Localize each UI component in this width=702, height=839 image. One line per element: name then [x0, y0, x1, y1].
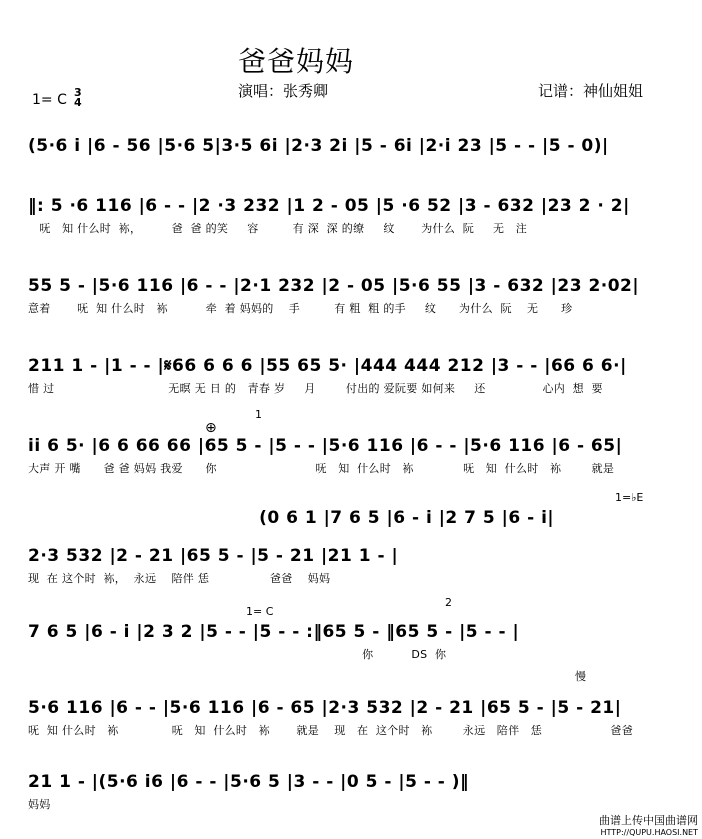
notes-line: (5·6 i |6 - 56 |5·6 5|3·5 6i |2·3 2i |5 - 6i |2·i 23 |5 - - |5 - 0)| [28, 136, 609, 156]
lyrics-line: 呒 知 什么时 袮， 爸 爸 的笑 容 有 深 深 的缭 纹 为什么 阮 无 注 [28, 222, 527, 235]
lyrics-line: 大声 开 嘴 爸 爸 妈妈 我爱 你 呒 知 什么时 袮 呒 知 什么时 袮 就是 [28, 462, 615, 475]
lyrics-line: 你 DS 你 [28, 648, 447, 661]
score-row [0, 136, 702, 196]
notes-line: 5·6 116 |6 - - |5·6 116 |6 - 65 |2·3 532 |2 - 21 |65 5 - |5 - 21| [28, 698, 622, 718]
watermark-url: HTTP://QUPU.HAOSI.NET [600, 828, 698, 837]
key-change-c: 1= C [246, 605, 274, 618]
notes-line: ii 6 5· |6 6 66 66 |65 5 - |5 - - |5·6 116 |6 - - |5·6 116 |6 - 65| [28, 436, 623, 456]
page-title: 爸爸妈妈 [238, 45, 355, 78]
lyrics-line: 妈妈 [28, 798, 51, 811]
score-row [0, 546, 702, 606]
notes-line: (0 6 1 |7 6 5 |6 - i |2 7 5 |6 - i| [28, 508, 555, 528]
score-row [0, 356, 702, 416]
notes-line: 7 6 5 |6 - i |2 3 2 |5 - - |5 - - :‖65 5 - ‖65 5 - |5 - - | [28, 622, 520, 642]
watermark-text: 曲谱上传中国曲谱网 [599, 814, 698, 827]
slow-mark: 慢 [575, 670, 586, 683]
time-signature-top: 3 [74, 86, 82, 99]
volta-2-mark: 2 [445, 596, 452, 609]
notes-line: 55 5 - |5·6 116 |6 - - |2·1 232 |2 - 05 |5·6 55 |3 - 632 |23 2·02| [28, 276, 640, 296]
coda-mark: ⊕ [205, 420, 217, 436]
score-row [0, 196, 702, 256]
time-signature [74, 88, 82, 108]
key-change-flat-e: 1=♭E [615, 491, 644, 504]
notes-line: 2·3 532 |2 - 21 |65 5 - |5 - 21 |21 1 - | [28, 546, 399, 566]
notes-line: 21 1 - |(5·6 i6 |6 - - |5·6 5 |3 - - |0 5 - |5 - - )‖ [28, 772, 470, 792]
watermark [599, 812, 698, 837]
notation-credit: 记谱：神仙姐姐 [538, 82, 644, 100]
lyrics-line: 现 在 这个时 袮， 永远 陪伴 恁 爸爸 妈妈 [28, 572, 331, 585]
notes-line: 211 1 - |1 - - |𝄋66 6 6 6 |55 65 5· |444 444 212 |3 - - |66 6 6·| [28, 356, 627, 376]
score-row [0, 436, 702, 496]
notes-line: ‖: 5 ·6 116 |6 - - |2 ·3 232 |1 2 - 05 |5 ·6 52 |3 - 632 |23 2 · 2| [28, 196, 630, 216]
time-signature-bottom: 4 [74, 96, 82, 109]
singer-credit: 演唱：张秀卿 [238, 82, 329, 100]
score-row [0, 698, 702, 758]
score-row [0, 276, 702, 336]
volta-1-mark: 1 [255, 408, 262, 421]
lyrics-line: 惜 过 无暝 无 日 的 青春 岁 月 付出的 爱阮要 如何来 还 心内 想 要 [28, 382, 603, 395]
score-row [0, 622, 702, 682]
lyrics-line: 呒 知 什么时 袮 呒 知 什么时 袮 就是 现 在 这个时 袮 永远 陪伴 恁 爸爸 [28, 724, 634, 737]
score-row [0, 772, 702, 832]
lyrics-line: 意着 呒 知 什么时 袮 牵 着 妈妈的 手 有 粗 粗 的手 纹 为什么 阮 无 珍 [28, 302, 573, 315]
key-signature: 1= C [32, 92, 67, 108]
